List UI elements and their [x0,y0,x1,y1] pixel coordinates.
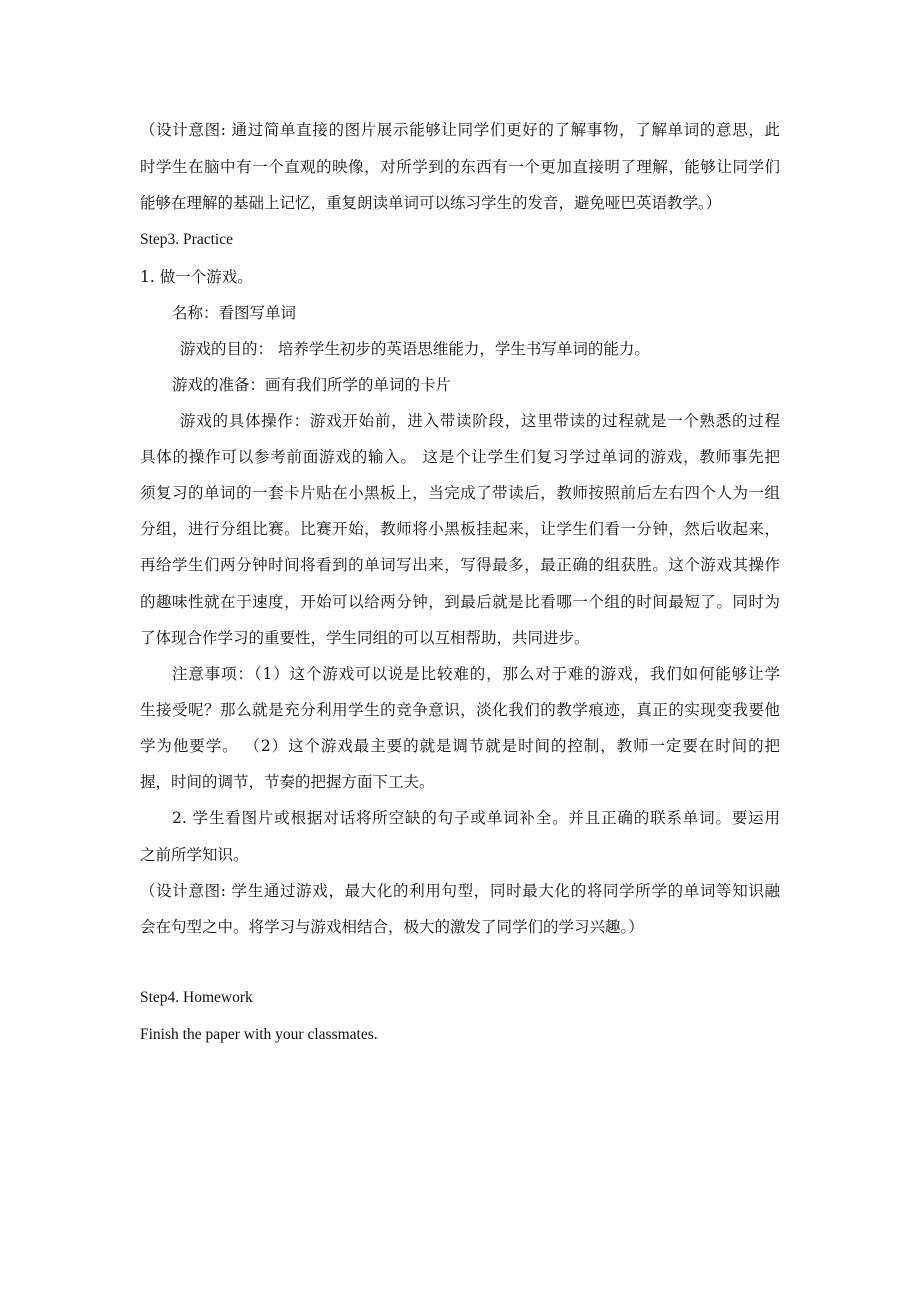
game-operation-line: 了体现合作学习的重要性，学生同组的可以互相帮助，共同进步。 [140,629,590,647]
game-purpose: 游戏的目的： 培养学生初步的英语思维能力，学生书写单词的能力。 [180,340,650,358]
list-item-2-cont: 之前所学知识。 [140,846,249,864]
design-intent-line: （设计意图: 通过简单直接的图片展示能够让同学们更好的了解事物，了解单词的意思，此 [140,121,780,139]
game-operation-line: 游戏的具体操作：游戏开始前，进入带读阶段，这里带读的过程就是一个熟悉的过程 [180,412,780,430]
list-item-2: 2. 学生看图片或根据对话将所空缺的句子或单词补全。并且正确的联系单词。要运用 [172,809,780,827]
notes-line: 生接受呢？那么就是充分利用学生的竞争意识，淡化我们的教学痕迹，真正的实现变我要他 [140,701,780,719]
game-operation-line: 分组，进行分组比赛。比赛开始，教师将小黑板挂起来，让学生们看一分钟，然后收起来， [140,520,780,538]
design-intent-line: 能够在理解的基础上记忆，重复朗读单词可以练习学生的发音，避免哑巴英语教学。） [140,194,722,212]
list-item-1: 1. 做一个游戏。 [140,268,253,286]
design-intent-line: （设计意图: 学生通过游戏，最大化的利用句型，同时最大化的将同学所学的单词等知识融 [140,882,780,900]
design-intent-line: 会在句型之中。将学习与游戏相结合，极大的激发了同学们的学习兴趣。） [140,918,644,936]
step4-heading: Step4. Homework [140,989,253,1006]
game-operation-line: 具体的操作可以参考前面游戏的输入。 这是个让学生们复习学过单词的游戏，教师事先把 [140,448,780,466]
design-intent-line: 时学生在脑中有一个直观的映像，对所学到的东西有一个更加直接明了理解，能够让同学们 [140,158,780,176]
homework-text: Finish the paper with your classmates. [140,1026,378,1043]
notes-line: 学为他要学。 （2）这个游戏最主要的就是调节就是时间的控制，教师一定要在时间的把 [140,737,780,755]
game-operation-line: 须复习的单词的一套卡片贴在小黑板上，当完成了带读后，教师按照前后左右四个人为一组 [140,484,780,502]
game-name: 名称：看图写单词 [172,304,297,322]
game-operation-line: 的趣味性就在于速度，开始可以给两分钟，到最后就是比看哪一个组的时间最短了。同时为 [140,593,780,611]
game-preparation: 游戏的准备：画有我们所学的单词的卡片 [172,376,452,394]
game-operation-line: 再给学生们两分钟时间将看到的单词写出来，写得最多，最正确的组获胜。这个游戏其操作 [140,556,780,574]
notes-line: 注意事项：（1）这个游戏可以说是比较难的，那么对于难的游戏，我们如何能够让学 [172,665,780,683]
step3-heading: Step3. Practice [140,231,233,248]
notes-line: 握，时间的调节，节奏的把握方面下工夫。 [140,773,435,791]
